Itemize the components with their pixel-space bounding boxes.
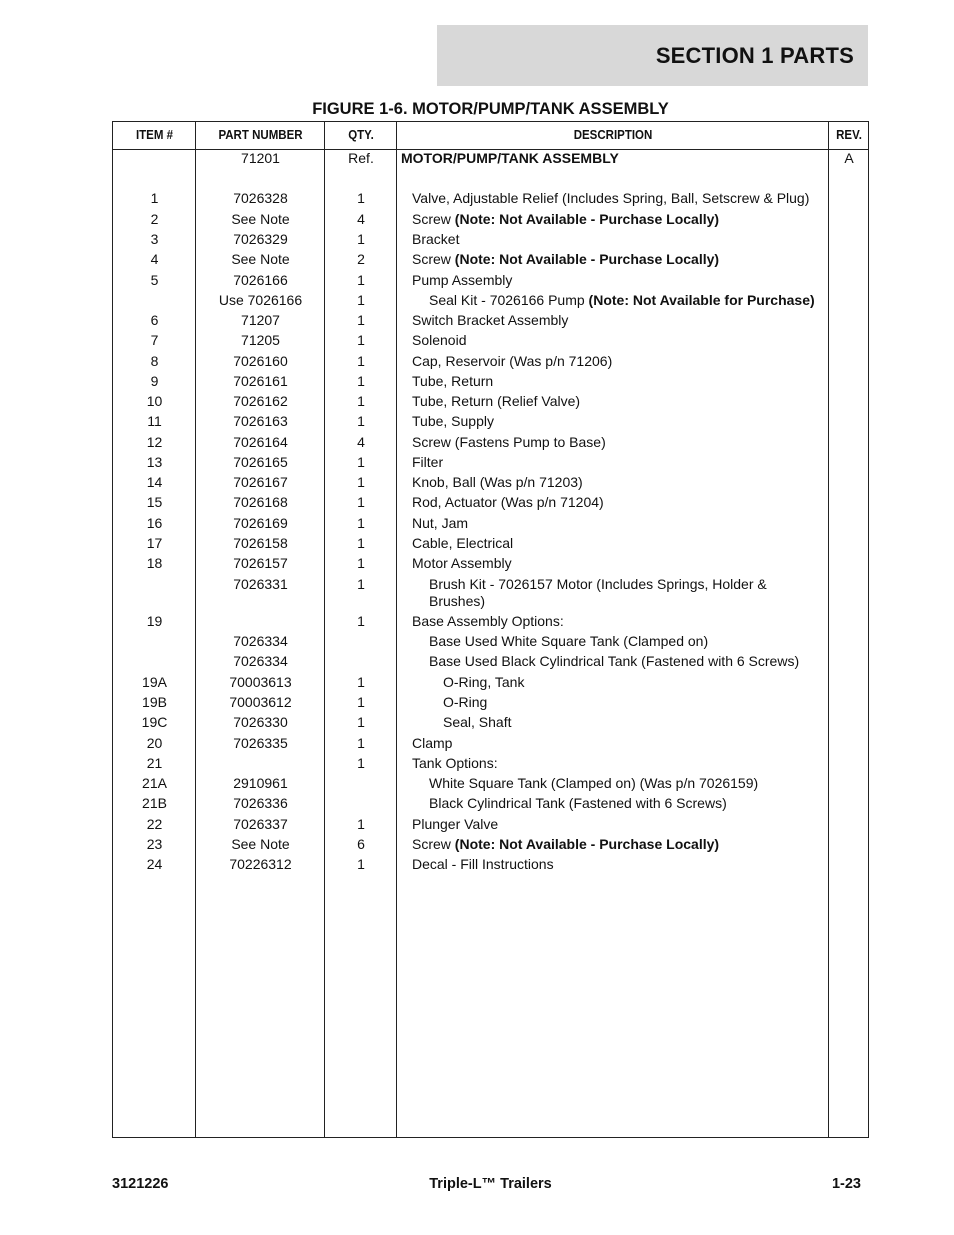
footer-doc-number: 3121226 [112,1176,169,1192]
item-number: 19B [142,694,167,710]
revision: A [844,150,854,166]
description-text: Switch Bracket Assembly [412,312,569,328]
item-number: 9 [150,373,159,389]
description-note: (Note: Not Available - Purchase Locally) [454,836,720,852]
quantity: 1 [357,694,365,710]
part-number: 7026165 [233,454,288,470]
part-number: 7026161 [233,373,288,389]
description-note: (Note: Not Available for Purchase) [588,292,815,308]
description-text: Motor Assembly [412,555,512,571]
description [397,674,829,691]
quantity: 6 [357,836,365,852]
description [397,735,829,752]
item-number: 6 [150,312,159,328]
quantity: 1 [357,272,365,288]
description [397,694,829,711]
part-number: See Note [231,251,290,267]
description [397,494,829,511]
part-number: 7026329 [233,231,288,247]
description [397,150,829,167]
part-number: 70003613 [229,674,292,690]
item-number: 15 [146,494,163,510]
description [397,714,829,731]
description [397,434,829,451]
quantity: 1 [357,474,365,490]
item-number: 22 [146,816,163,832]
item-number: 21B [142,795,167,811]
description-text: Cap, Reservoir (Was p/n 71206) [412,353,613,369]
part-number: 7026328 [233,190,288,206]
description-text: Base Used White Square Tank (Clamped on) [429,633,709,649]
part-number: 7026334 [233,633,288,649]
description [397,576,829,610]
description-text: O-Ring [443,694,488,710]
quantity: 1 [357,755,365,771]
description [397,373,829,390]
part-number: 7026166 [233,272,288,288]
part-number: 7026157 [233,555,288,571]
description [397,515,829,532]
item-number: 12 [146,434,163,450]
quantity: 1 [357,576,365,592]
footer-product: Triple-L™ Trailers [429,1176,552,1192]
part-number: 7026167 [233,474,288,490]
item-number: 8 [150,353,159,369]
quantity: 1 [357,231,365,247]
description-text: Bracket [412,231,460,247]
figure-title: FIGURE 1-6. MOTOR/PUMP/TANK ASSEMBLY [312,100,669,118]
item-number: 16 [146,515,163,531]
item-number: 1 [150,190,159,206]
quantity: 1 [357,613,365,629]
item-number: 11 [147,413,162,429]
part-number: 70003612 [229,694,292,710]
description-text: Cable, Electrical [412,535,514,551]
quantity: 1 [357,292,365,308]
description [397,272,829,289]
quantity: 1 [357,312,365,328]
description-text: Filter [412,454,444,470]
description-text: Seal Kit - 7026166 Pump [429,292,589,308]
section-header [437,25,868,86]
description-text: Screw [412,251,455,267]
part-number: 7026334 [233,653,288,669]
description [397,653,829,670]
column-header-part-number: PART NUMBER [218,128,303,142]
part-number: 7026336 [233,795,288,811]
quantity: 1 [357,714,365,730]
part-number: 7026331 [233,576,288,592]
part-number: 2910961 [233,775,288,791]
quantity: 4 [357,434,365,450]
quantity: 1 [357,816,365,832]
description-text: Base Assembly Options: [412,613,564,629]
description [397,775,829,792]
section-title: SECTION 1 PARTS [655,42,854,68]
part-number: 7026169 [233,515,288,531]
description [397,332,829,349]
description-text: Rod, Actuator (Was p/n 71204) [412,494,604,510]
description [397,856,829,873]
part-number: 71207 [241,312,280,328]
description [397,231,829,248]
description [397,292,829,309]
description-text: Screw [412,211,455,227]
item-number: 5 [150,272,159,288]
quantity: 1 [357,515,365,531]
part-number: See Note [231,836,290,852]
description-note: (Note: Not Available - Purchase Locally) [454,251,720,267]
description-text: Nut, Jam [412,515,469,531]
quantity: 4 [357,211,365,227]
quantity: 2 [357,251,365,267]
item-number: 21A [142,775,167,791]
item-number: 14 [146,474,163,490]
column-header-rev: REV. [836,128,862,142]
item-number: 2 [150,211,159,227]
quantity: 1 [357,535,365,551]
description [397,312,829,329]
part-number: See Note [231,211,290,227]
item-number: 3 [150,231,159,247]
description-text: Clamp [412,735,453,751]
part-number: 71205 [241,332,280,348]
description-text: O-Ring, Tank [443,674,525,690]
item-number: 21 [146,755,163,771]
description-text: Plunger Valve [412,816,499,832]
quantity: 1 [357,494,365,510]
description-text: Knob, Ball (Was p/n 71203) [412,474,583,490]
part-number: 7026335 [233,735,288,751]
quantity: 1 [357,353,365,369]
description [397,836,829,853]
item-number: 24 [146,856,163,872]
quantity: 1 [357,856,365,872]
description [397,190,829,207]
quantity: 1 [357,735,365,751]
part-number: 71201 [241,150,280,166]
description-text: Brush Kit - 7026157 Motor (Includes Springs, Holder & Brushes) [429,576,767,609]
description-text: Screw (Fastens Pump to Base) [412,434,606,450]
description-text: Decal - Fill Instructions [412,856,554,872]
item-number: 19 [146,613,163,629]
item-number: 19C [141,714,168,730]
description [397,474,829,491]
column-header-description: DESCRIPTION [573,128,653,142]
description [397,353,829,370]
item-number: 19A [142,674,167,690]
item-number: 17 [146,535,163,551]
footer-page-number: 1-23 [831,1176,861,1192]
item-number: 20 [146,735,163,751]
part-number: 7026163 [233,413,288,429]
description-text: Tube, Return (Relief Valve) [412,393,581,409]
quantity: Ref. [348,150,374,166]
item-number: 18 [146,555,163,571]
description-text: Pump Assembly [412,272,513,288]
description-text: White Square Tank (Clamped on) (Was p/n 7026159) [429,775,759,791]
parts-table [112,121,869,1138]
part-number: 7026337 [233,816,288,832]
description [397,816,829,833]
description-text: MOTOR/PUMP/TANK ASSEMBLY [401,150,619,166]
quantity: 1 [357,373,365,389]
quantity: 1 [357,393,365,409]
description-text: Solenoid [412,332,467,348]
part-number: 7026164 [233,434,288,450]
description-note: (Note: Not Available - Purchase Locally) [454,211,720,227]
description-text: Seal, Shaft [443,714,512,730]
description [397,633,829,650]
description [397,251,829,268]
column-header-qty: QTY. [348,128,374,142]
description [397,413,829,430]
description [397,613,829,630]
part-number: 7026158 [233,535,288,551]
description [397,535,829,552]
description-text: Tube, Return [412,373,494,389]
quantity: 1 [357,190,365,206]
description-text: Valve, Adjustable Relief (Includes Spring, Ball, Setscrew & Plug) [412,190,810,206]
description-text: Tank Options: [412,755,498,771]
description-text: Base Used Black Cylindrical Tank (Fastened with 6 Screws) [429,653,800,669]
description [397,454,829,471]
item-number: 23 [146,836,163,852]
description [397,555,829,572]
item-number: 13 [146,454,163,470]
item-number: 7 [150,332,159,348]
item-number: 10 [146,393,163,409]
quantity: 1 [357,555,365,571]
column-header-item: ITEM # [135,128,174,142]
description-text: Tube, Supply [412,413,494,429]
description [397,393,829,410]
description [397,795,829,812]
part-number: 7026168 [233,494,288,510]
part-number: 7026160 [233,353,288,369]
description-text: Screw [412,836,455,852]
item-number: 4 [150,251,159,267]
description [397,755,829,772]
part-number: 7026162 [233,393,288,409]
quantity: 1 [357,454,365,470]
quantity: 1 [357,674,365,690]
description [397,211,829,228]
part-number: 70226312 [229,856,292,872]
part-number: 7026330 [233,714,288,730]
quantity: 1 [357,413,365,429]
description-text: Black Cylindrical Tank (Fastened with 6 Screws) [429,795,727,811]
part-number: Use 7026166 [218,292,303,308]
quantity: 1 [357,332,365,348]
